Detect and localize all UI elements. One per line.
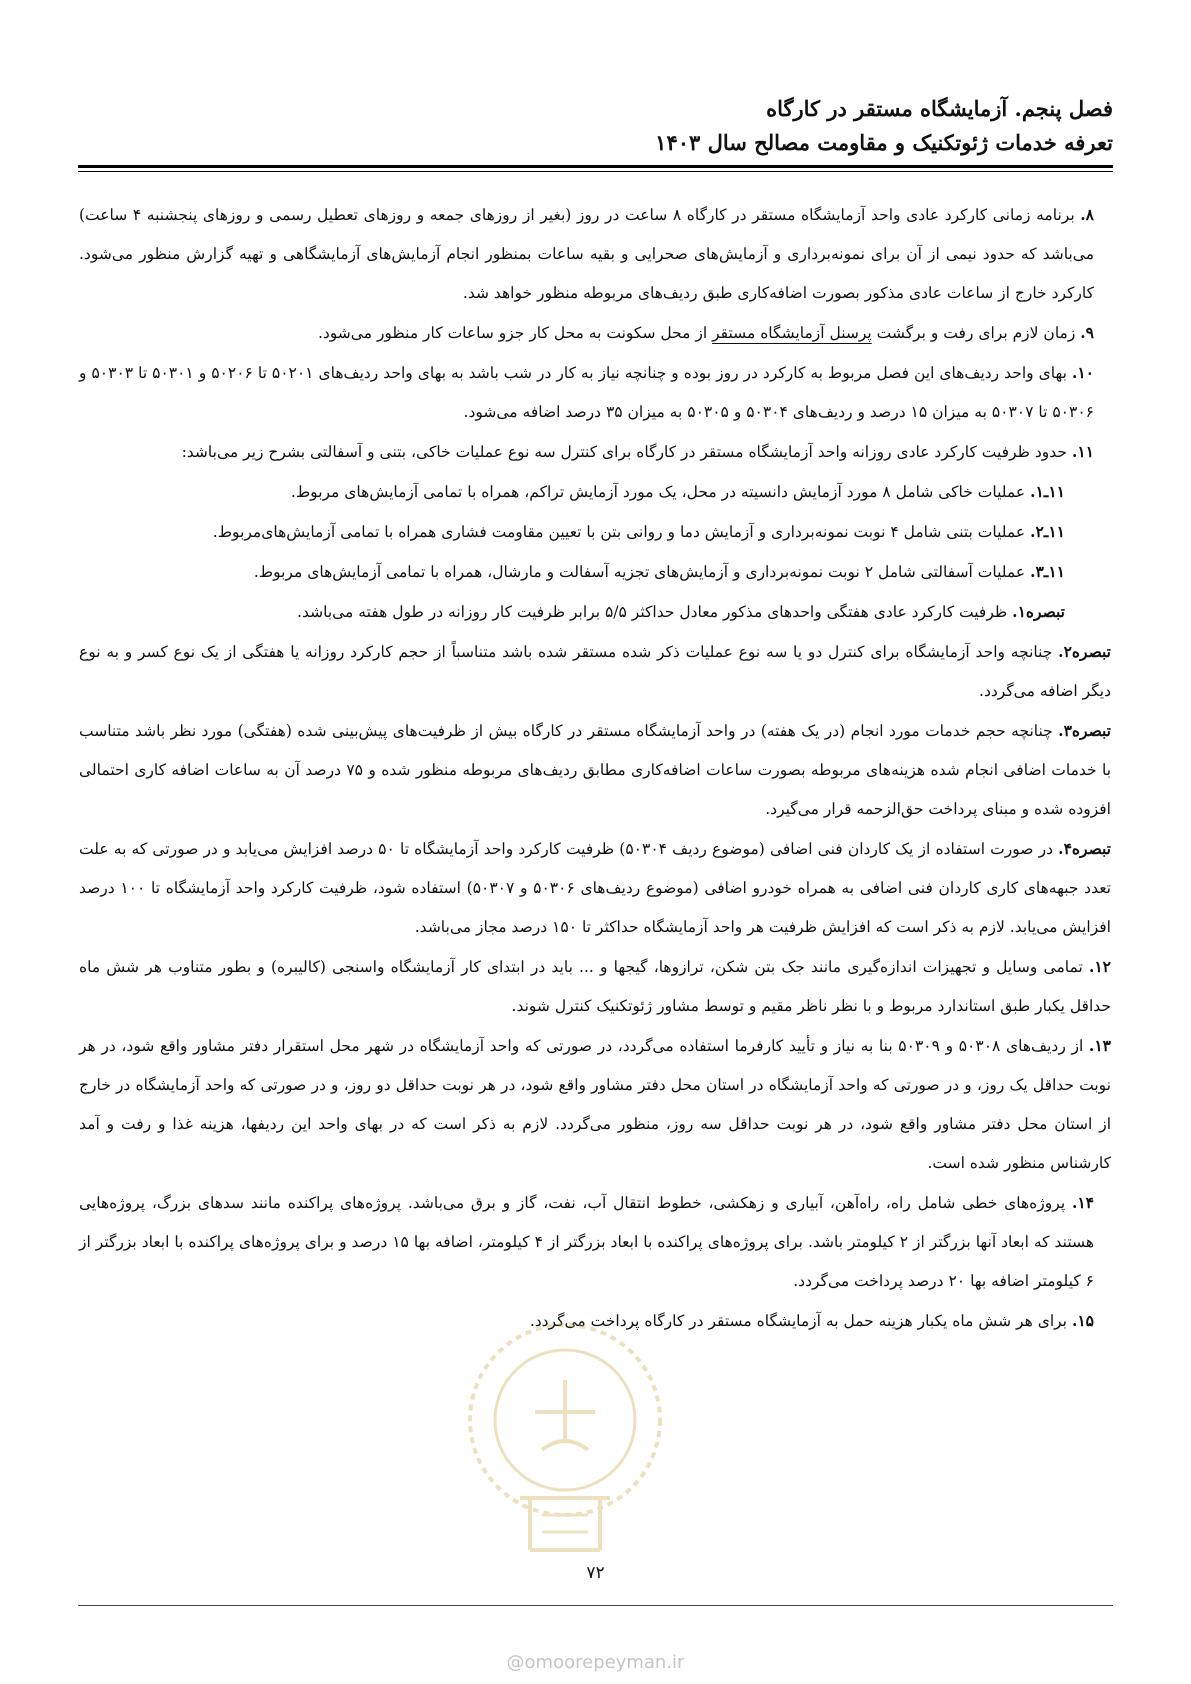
paragraph-number: ۱۰.	[1071, 363, 1095, 382]
paragraph-number: ۱۱ـ۱.	[1030, 482, 1065, 501]
note-2	[79, 632, 1111, 711]
note-3	[79, 711, 1111, 829]
page-number: ۷۲	[586, 1563, 605, 1583]
paragraph-text: پروژه‌های خطی شامل راه، راه‌آهن، آبیاری و زهکشی، خطوط انتقال آب، نفت، گاز و برق می‌باشد. پروژه‌های پراکنده مانند سدهای بزرگ، پروژه‌هایی هستند که ابعاد آنها بزرگتر از ۲ کیلومتر باشد. برای پروژه‌های پراکنده با ابعاد بزرگتر از ۴ کیلومتر، اضافه بها ۱۵ درصد و برای پروژه‌های پراکنده با ابعاد بزرگتر از ۶ کیلومتر اضافه بها ۲۰ درصد پرداخت می‌گردد.	[79, 1194, 1094, 1290]
note-1	[79, 592, 1111, 632]
paragraph-14	[79, 1183, 1111, 1301]
note-label: تبصره۳.	[1058, 721, 1111, 740]
paragraph-8	[79, 195, 1111, 313]
paragraph-text: زمان لازم برای رفت و برگشت	[871, 324, 1076, 342]
footer-rule	[78, 1605, 1113, 1606]
note-4	[79, 829, 1111, 947]
page-header	[78, 92, 1113, 160]
paragraph-text: از ردیف‌های ۵۰۳۰۸ و ۵۰۳۰۹ بنا به نیاز و تأیید کارفرما استفاده می‌گردد، در صورتی که واحد آزمایشگاه در شهر محل استقرار دفتر مشاور واقع شود، در هر نوبت حداقل یک روز، و در صورتی که واحد آزمایشگاه در استان محل دفتر مشاور واقع شود، در هر نوبت حداقل دو روز، و در صورتی که واحد آزمایشگاه در خارج از استان محل دفتر مشاور واقع شود، در هر نوبت حداقل سه روز، منظور می‌گردد. لازم به ذکر است که در بهای واحد این ردیفها، هزینه غذا و رفت و آمد کارشناس منظور شده است.	[79, 1037, 1111, 1172]
paragraph-number: ۱۱.	[1071, 442, 1094, 461]
book-title: تعرفه خدمات ژئوتکنیک و مقاومت مصالح سال ۱۴۰۳	[655, 130, 1113, 155]
paragraph-number: ۹.	[1080, 323, 1094, 342]
note-text: چنانچه حجم خدمات مورد انجام (در یک هفته) در واحد آزمایشگاه مستقر در کارگاه بیش از ظرفیت‌های پیش‌بینی شده (هفتگی) مورد نظر باشد متناسب با خدمات اضافی انجام شده هزینه‌های مربوطه بصورت ساعات اضافه‌کاری مطابق ردیف‌های مربوطه منظور شده و ۷۵ درصد آن به ساعات اضافه کاری احتمالی افزوده شده و مبنای پرداخت حق‌الزحمه قرار می‌گیرد.	[79, 722, 1112, 818]
header-rule-thick	[78, 165, 1113, 168]
paragraph-text: عملیات آسفالتی شامل ۲ نوبت نمونه‌برداری و آزمایش‌های تجزیه آسفالت و مارشال، همراه با تمامی آزمایش‌های مربوط.	[253, 563, 1026, 581]
paragraph-number: ۱۱ـ۳.	[1030, 562, 1065, 581]
paragraph-number: ۱۲.	[1088, 957, 1111, 976]
paragraph-10	[79, 353, 1111, 432]
paragraph-13	[79, 1026, 1111, 1183]
paragraph-9	[79, 313, 1111, 353]
paragraph-number: ۱۵.	[1071, 1311, 1094, 1330]
paragraph-number: ۱۱ـ۲.	[1030, 522, 1065, 541]
paragraph-text: بهای واحد ردیف‌های این فصل مربوط به کارکرد در روز بوده و چنانچه نیاز به کار در شب باشد به بهای واحد ردیف‌های ۵۰۲۰۱ تا ۵۰۲۰۶ و ۵۰۳۰۱ تا ۵۰۳۰۳ و ۵۰۳۰۶ تا ۵۰۳۰۷ به میزان ۱۵ درصد و ردیف‌های ۵۰۳۰۴ و ۵۰۳۰۵ به میزان ۳۵ درصد اضافه می‌شود.	[79, 364, 1094, 421]
note-label: تبصره۱.	[1012, 602, 1065, 621]
paragraph-text: برنامه زمانی کارکرد عادی واحد آزمایشگاه مستقر در کارگاه ۸ ساعت در روز (بغیر از روزهای جمعه و روزهای تعطیل رسمی و روزهای پنجشنبه ۴ ساعت) می‌باشد که حدود نیمی از آن برای نمونه‌برداری و آزمایش‌های صحرایی و بقیه ساعات بمنظور انجام آزمایش‌های آزمایشگاهی و تهیه گزارش منظور می‌شود. کارکرد خارج از ساعات عادی مذکور بصورت اضافه‌کاری طبق ردیف‌های مربوطه منظور خواهد شد.	[79, 206, 1094, 302]
paragraph-number: ۱۴.	[1071, 1193, 1094, 1212]
paragraph-text: از محل سکونت به محل کار جزو ساعات کار منظور می‌شود.	[317, 324, 713, 342]
watermark-url: @omoorepeyman.ir	[506, 1652, 685, 1673]
paragraph-text: برای هر شش ماه یکبار هزینه حمل به آزمایشگاه مستقر در کارگاه پرداخت می‌گردد.	[529, 1312, 1067, 1330]
document-body	[79, 195, 1111, 1341]
seal-emblem	[535, 1380, 595, 1450]
seal-pedestal-lines	[542, 1515, 588, 1532]
paragraph-11-3	[79, 552, 1111, 592]
note-text: چنانچه واحد آزمایشگاه برای کنترل دو یا سه نوع عملیات ذکر شده مستقر شده باشد متناسباً از حجم کارکرد روزانه یا هفتگی از یک نوع کسر و به نوع دیگر اضافه می‌گردد.	[79, 643, 1111, 700]
seal-outer-ring	[470, 1325, 660, 1515]
paragraph-12	[79, 947, 1111, 1026]
paragraph-number: ۸.	[1080, 205, 1094, 224]
paragraph-11	[79, 432, 1111, 472]
seal-pedestal	[520, 1498, 610, 1550]
paragraph-text: عملیات بتنی شامل ۴ نوبت نمونه‌برداری و آزمایش دما و روانی بتن با تعیین مقاومت فشاری همراه با تمامی آزمایش‌های‌مربوط.	[212, 523, 1026, 541]
note-text: در صورت استفاده از یک کاردان فنی اضافی (موضوع ردیف ۵۰۳۰۴) ظرفیت کارکرد واحد آزمایشگاه تا ۵۰ درصد افزایش می‌یابد و در صورتی که به علت تعدد جبهه‌های کاری کاردان فنی اضافی به همراه خودرو اضافی (موضوع ردیف‌های ۵۰۳۰۶ و ۵۰۳۰۷) استفاده شود، ظرفیت کارکرد واحد آزمایشگاه تا ۱۰۰ درصد افزایش می‌یابد. لازم به ذکر است که افزایش ظرفیت هر واحد آزمایشگاه حداکثر تا ۱۵۰ درصد مجاز می‌باشد.	[79, 840, 1111, 936]
paragraph-text: تمامی وسایل و تجهیزات اندازه‌گیری مانند جک بتن شکن، ترازوها، گیجها و ... باید در ابتدای کار آزمایشگاه واسنجی (کالیبره) و بطور متناوب هر شش ماه حداقل یکبار طبق استاندارد مربوط و با نظر ناظر مقیم و توسط مشاور ژئوتکنیک کنترل شوند.	[79, 958, 1111, 1015]
paragraph-11-1	[79, 472, 1111, 512]
note-label: تبصره۲.	[1058, 642, 1111, 661]
seal-inner-ring	[495, 1350, 635, 1490]
note-label: تبصره۴.	[1058, 839, 1111, 858]
paragraph-15	[79, 1301, 1111, 1341]
paragraph-number: ۱۳.	[1088, 1036, 1111, 1055]
underlined-text: پرسنل آزمایشگاه مستقر	[712, 324, 872, 342]
paragraph-11-2	[79, 512, 1111, 552]
paragraph-text: حدود ظرفیت کارکرد عادی روزانه واحد آزمایشگاه مستقر در کارگاه برای کنترل سه نوع عملیات خاکی، بتنی و آسفالتی بشرح زیر می‌باشد:	[181, 443, 1067, 461]
header-rule-thin	[78, 171, 1113, 172]
paragraph-text: عملیات خاکی شامل ۸ مورد آزمایش دانسیته در محل، یک مورد آزمایش تراکم، همراه با تمامی آزمایش‌های مربوط.	[290, 483, 1026, 501]
chapter-title: فصل پنجم. آزمایشگاه مستقر در کارگاه	[766, 96, 1113, 121]
note-text: ظرفیت کارکرد عادی هفتگی واحدهای مذکور معادل حداکثر ۵/۵ برابر ظرفیت کار روزانه در طول هفته می‌باشد.	[297, 603, 1008, 621]
